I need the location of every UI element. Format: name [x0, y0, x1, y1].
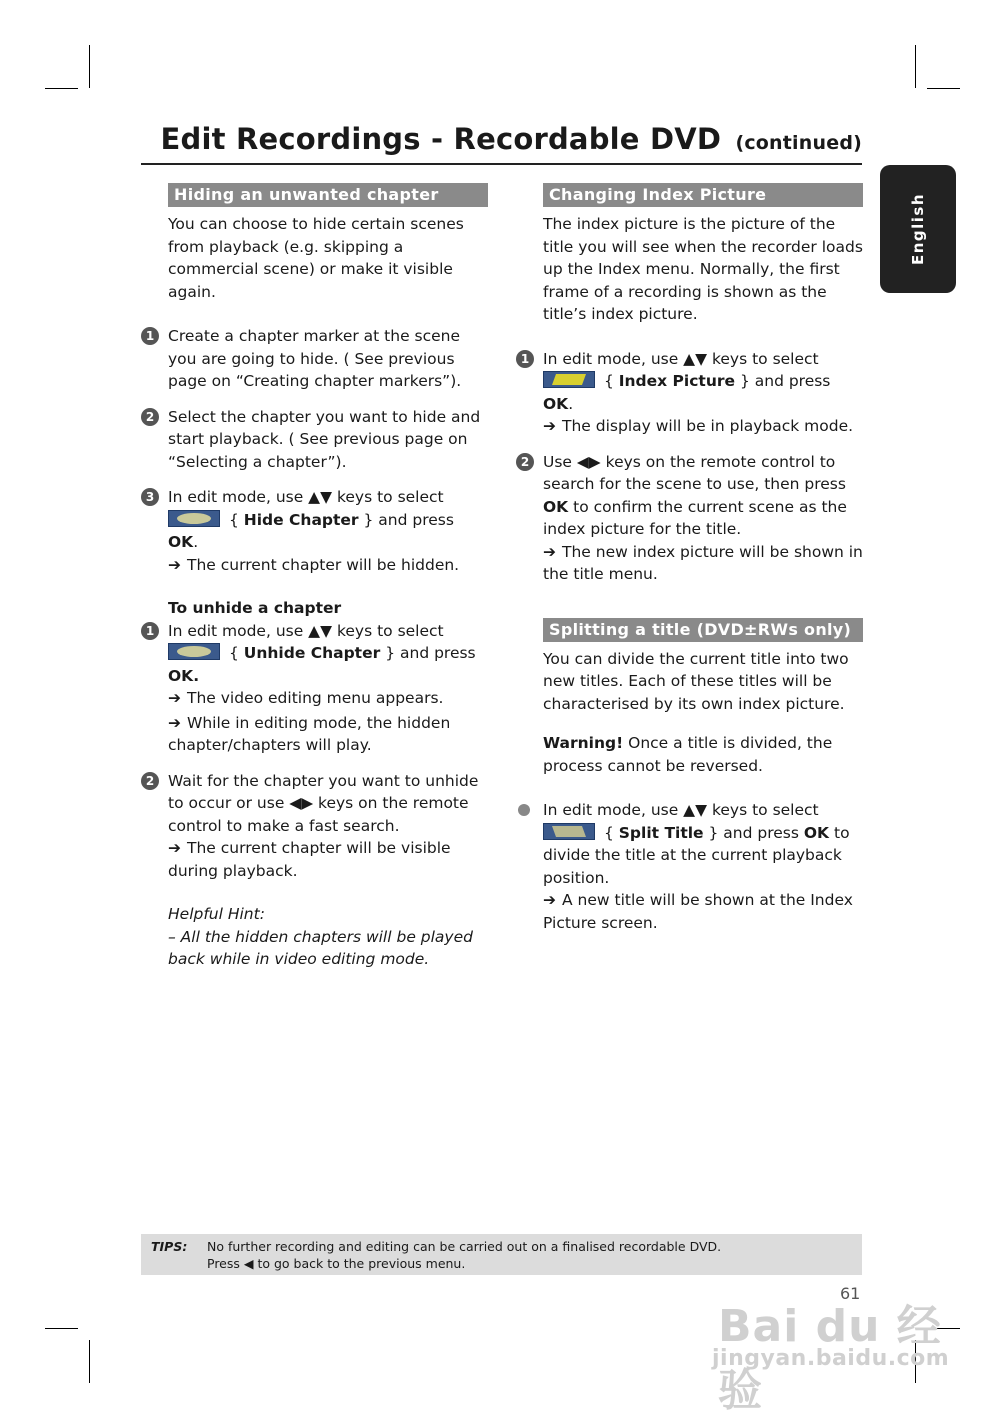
result-arrow-icon: ➔ — [168, 713, 181, 732]
step-lead: Use ◀▶ keys on the remote control to search for the scene to use, then press — [543, 452, 846, 493]
step-number: 1 — [141, 622, 159, 640]
index-step-2 — [520, 451, 863, 586]
step-number: 2 — [516, 453, 534, 471]
step-number: 2 — [141, 772, 159, 790]
watermark-logo: Bai du 经验 — [718, 1301, 942, 1416]
step-number: 1 — [516, 350, 534, 368]
watermark-url: jingyan.baidu.com — [712, 1346, 950, 1371]
right-column — [520, 183, 863, 934]
step-number: 2 — [141, 408, 159, 426]
ok-key: OK — [543, 394, 569, 413]
ok-key: OK — [543, 497, 569, 516]
tips-line-2: Press ◀ to go back to the previous menu. — [207, 1256, 466, 1271]
step-result: The current chapter will be visible during playback. — [168, 839, 451, 880]
language-tab — [880, 165, 956, 293]
split-step — [543, 799, 863, 934]
result-arrow-icon: ➔ — [543, 542, 556, 561]
result-arrow-icon: ➔ — [168, 555, 181, 574]
tips-text — [207, 1238, 721, 1272]
tips-label: TIPS: — [151, 1239, 188, 1254]
step-number: 1 — [141, 327, 159, 345]
unhide-step-2 — [145, 770, 488, 883]
page-title — [160, 122, 862, 156]
warning-paragraph — [543, 732, 863, 777]
page-title-main: Edit Recordings - Recordable DVD — [160, 122, 722, 156]
index-step-1 — [520, 348, 863, 438]
result-arrow-icon: ➔ — [168, 839, 181, 857]
brace-close-text: } and press — [739, 372, 831, 390]
step-number: 3 — [141, 488, 159, 506]
brace-open: { — [603, 372, 614, 390]
section-heading-split-title: Splitting a title (DVD±RWs only) — [543, 618, 863, 642]
result-arrow-icon: ➔ — [543, 891, 556, 909]
tips-line-1: No further recording and editing can be carried out on a finalised recordable DVD. — [207, 1239, 722, 1254]
split-intro: You can divide the current title into two new titles. Each of these titles will be characterised by its own index picture. — [543, 649, 849, 713]
crop-mark — [915, 45, 916, 88]
crop-mark — [927, 88, 960, 89]
index-intro: The index picture is the picture of the title you will see when the recorder loads up the Index menu. Normally, the first frame of a recording is shown as the title’s index picture. — [543, 215, 863, 323]
bullet-dot — [518, 804, 530, 816]
period: . — [193, 533, 199, 551]
index-picture-icon — [543, 371, 595, 388]
brace-open: { — [228, 510, 239, 529]
unhide-heading: To unhide a chapter — [168, 599, 342, 617]
step-text: Create a chapter marker at the scene you are going to hide. ( See previous page on “Creating chapter markers”). — [168, 327, 462, 390]
option-split-title: Split Title — [618, 823, 704, 842]
hint-text: – All the hidden chapters will be played back while in video editing mode. — [168, 927, 473, 968]
left-column — [145, 183, 488, 971]
result-arrow-icon: ➔ — [168, 689, 181, 707]
section-heading-hide-chapter: Hiding an unwanted chapter — [168, 183, 488, 207]
brace-open: { — [228, 644, 239, 662]
section-heading-index-picture: Changing Index Picture — [543, 183, 863, 207]
baidu-watermark — [712, 1268, 952, 1416]
ok-key: OK — [803, 823, 830, 842]
step-text: Select the chapter you want to hide and start playback. ( See previous page on “Selecting a chapter”). — [168, 407, 481, 471]
hide-intro: You can choose to hide certain scenes from playback (e.g. skipping a commercial scene) or make it visible again. — [168, 215, 464, 301]
ok-key: OK — [168, 533, 194, 551]
split-title-icon — [543, 823, 595, 840]
warning-text: Once a title is divided, the process cannot be reversed. — [543, 734, 833, 775]
option-hide-chapter: Hide Chapter — [243, 510, 359, 529]
step-text: Wait for the chapter you want to unhide to occur or use ◀▶ keys on the remote control to make a fast search. — [168, 771, 479, 835]
step-result: The display will be in playback mode. — [562, 417, 854, 435]
unhide-step-1 — [145, 620, 488, 757]
result-arrow-icon: ➔ — [543, 417, 556, 435]
step-result: A new title will be shown at the Index Picture screen. — [543, 891, 853, 932]
option-index-picture: Index Picture — [618, 372, 736, 390]
period: . — [568, 394, 574, 413]
step-lead: In edit mode, use ▲▼ keys to select — [168, 621, 444, 640]
step-lead: In edit mode, use ▲▼ keys to select — [543, 801, 819, 819]
step-result: The current chapter will be hidden. — [187, 555, 460, 574]
hide-step-1 — [145, 325, 488, 393]
step-result: While in editing mode, the hidden chapter/chapters will play. — [168, 713, 451, 754]
brace-open: { — [603, 823, 614, 842]
step-result: The video editing menu appears. — [187, 689, 444, 707]
step-text: to confirm the current scene as the index picture for the title. — [543, 497, 847, 538]
step-lead: In edit mode, use ▲▼ keys to select — [543, 349, 819, 368]
warning-label: Warning! — [543, 734, 624, 752]
brace-close-text: } and press — [363, 510, 454, 529]
option-unhide-chapter: Unhide Chapter — [243, 644, 381, 662]
language-tab-label: English — [909, 192, 927, 266]
hide-step-2 — [145, 406, 488, 474]
crop-mark — [45, 88, 78, 89]
crop-mark — [89, 45, 90, 88]
ok-key: OK. — [168, 666, 200, 685]
brace-close-text: } and press — [385, 644, 476, 662]
step-text: to divide the title at the current playback position. — [543, 823, 850, 887]
hide-chapter-icon — [168, 510, 220, 527]
page-number: 61 — [840, 1284, 861, 1303]
unhide-chapter-icon — [168, 643, 220, 660]
step-lead: In edit mode, use ▲▼ keys to select — [168, 488, 444, 506]
crop-mark — [89, 1340, 90, 1383]
title-divider — [141, 163, 862, 165]
hint-title: Helpful Hint: — [168, 905, 265, 923]
brace-close-text: } and press — [708, 823, 799, 842]
crop-mark — [45, 1328, 78, 1329]
step-result: The new index picture will be shown in the title menu. — [543, 542, 863, 583]
hide-step-3 — [145, 486, 488, 576]
page-title-suffix: (continued) — [735, 132, 862, 154]
